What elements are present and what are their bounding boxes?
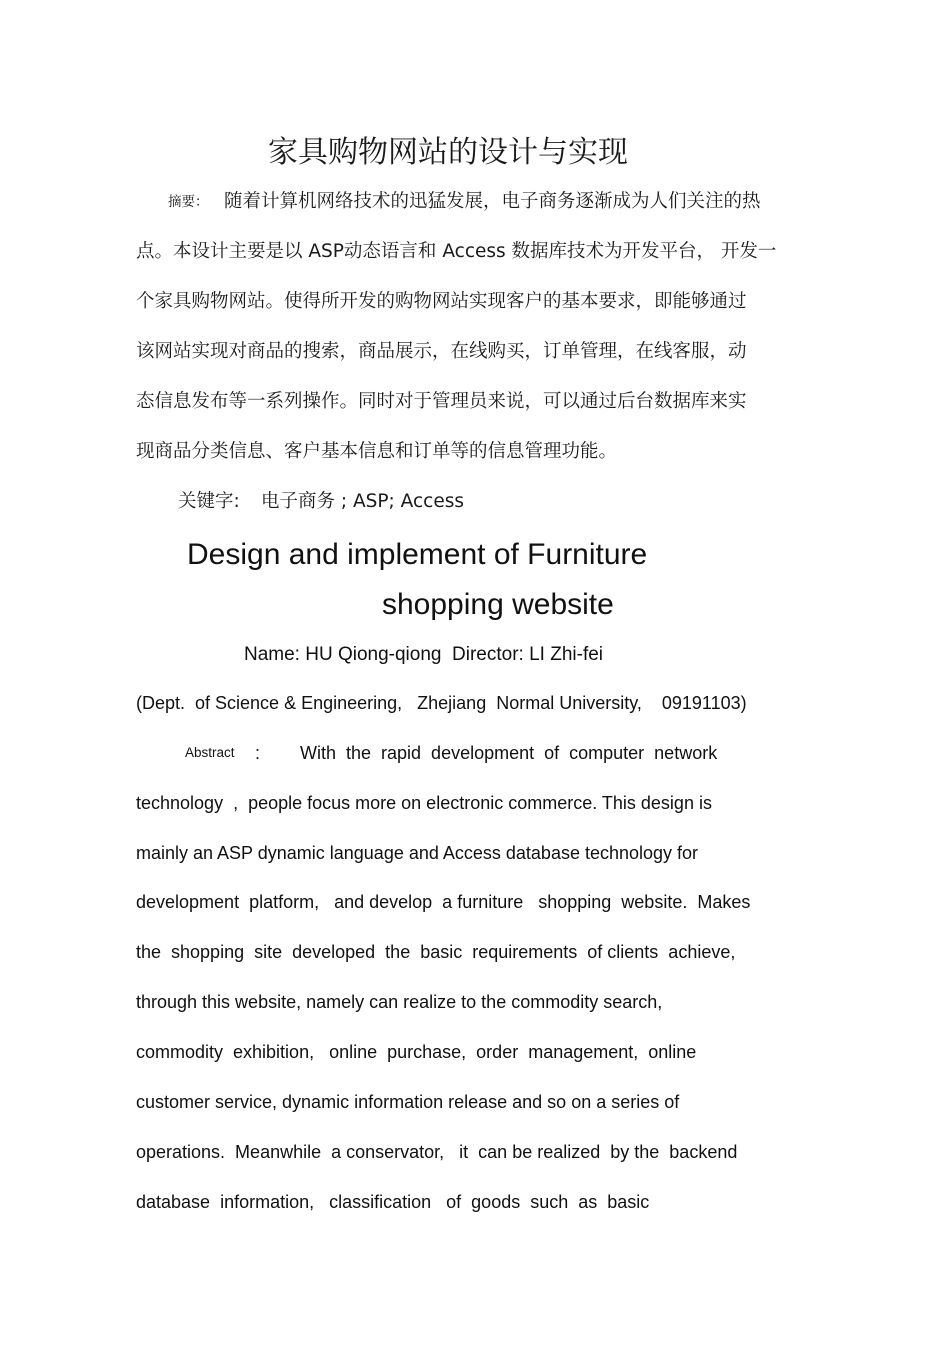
affiliation: (Dept. of Science & Engineering, Zhejiang Normal University, 09191103) bbox=[136, 693, 747, 713]
abstract-label-en: Abstract bbox=[185, 745, 235, 760]
abstract-en-line-1: With the rapid development of computer network bbox=[300, 743, 718, 763]
abstract-colon-en: : bbox=[255, 743, 261, 763]
english-title-line-2: shopping website bbox=[382, 588, 614, 621]
abstract-zh-line-5: 态信息发布等一系列操作。同时对于管理员来说，可以通过后台数据库来实 bbox=[136, 391, 747, 412]
abstract-zh-line-1: 随着计算机网络技术的迅猛发展，电子商务逐渐成为人们关注的热 bbox=[224, 191, 761, 212]
abstract-en-line-7: commodity exhibition, online purchase, order management, online bbox=[136, 1042, 697, 1062]
abstract-en-line-9: operations. Meanwhile a conservator, it can be realized by the backend bbox=[136, 1142, 738, 1162]
keywords-label-zh: 关键字: bbox=[178, 491, 240, 512]
chinese-title: 家具购物网站的设计与实现 bbox=[268, 135, 628, 170]
abstract-en-line-5: the shopping site developed the basic requirements of clients achieve, bbox=[136, 942, 736, 962]
abstract-en-line-3: mainly an ASP dynamic language and Access database technology for bbox=[136, 843, 699, 863]
abstract-en-line-2: technology , people focus more on electronic commerce. This design is bbox=[136, 793, 712, 813]
abstract-zh-line-6: 现商品分类信息、客户基本信息和订单等的信息管理功能。 bbox=[136, 441, 618, 462]
abstract-en-line-4: development platform, and develop a furniture shopping website. Makes bbox=[136, 892, 751, 912]
abstract-zh-line-2: 点。本设计主要是以 ASP动态语言和 Access 数据库技术为开发平台， 开发一 bbox=[136, 241, 777, 262]
keywords-value-zh: 电子商务 ; ASP; Access bbox=[261, 491, 464, 512]
abstract-en-line-10: database information, classification of goods such as basic bbox=[136, 1192, 650, 1212]
abstract-label-zh: 摘要： bbox=[168, 194, 209, 210]
english-title-line-1: Design and implement of Furniture bbox=[187, 538, 648, 571]
abstract-zh-line-3: 个家具购物网站。使得所开发的购物网站实现客户的基本要求，即能够通过 bbox=[136, 291, 747, 312]
abstract-en-line-6: through this website, namely can realize to the commodity search, bbox=[136, 992, 663, 1012]
abstract-zh-line-4: 该网站实现对商品的搜索，商品展示，在线购买，订单管理，在线客服，动 bbox=[136, 341, 747, 362]
author-line: Name: HU Qiong-qiong Director: LI Zhi-fei bbox=[244, 644, 604, 665]
abstract-en-line-8: customer service, dynamic information release and so on a series of bbox=[136, 1092, 680, 1112]
